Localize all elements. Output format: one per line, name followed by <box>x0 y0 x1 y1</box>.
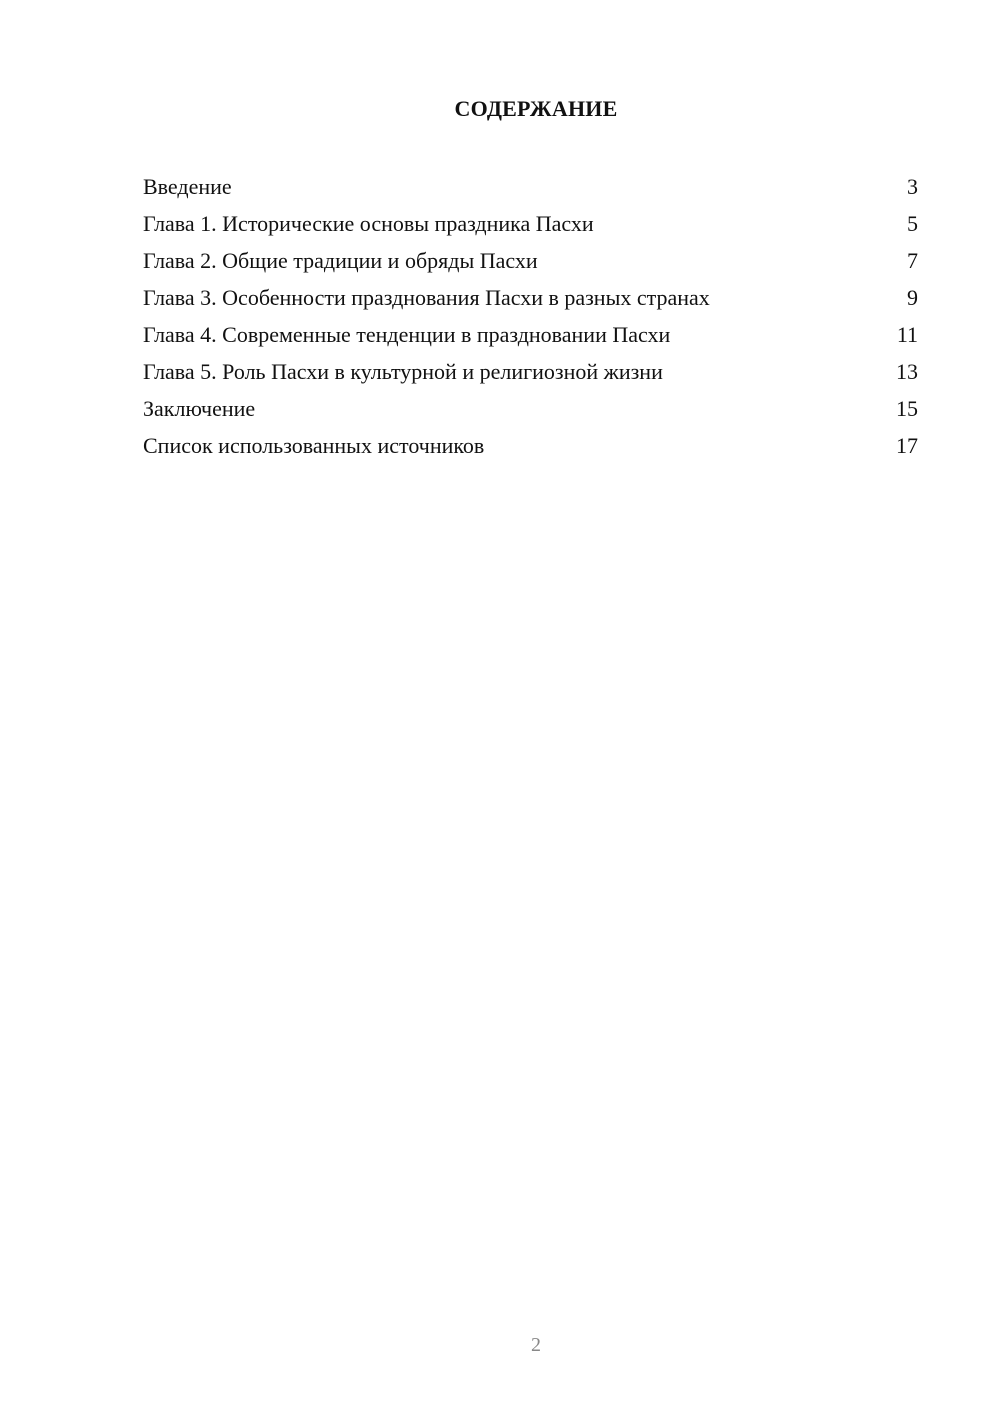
toc-entry-page: 15 <box>896 396 918 421</box>
toc-entry-page: 11 <box>896 322 918 347</box>
toc-entry-label: Введение <box>143 174 232 199</box>
toc-entry-page: 13 <box>896 359 918 384</box>
toc-entry-page: 5 <box>907 211 918 236</box>
toc-entry-chapter-4[interactable] <box>143 316 918 353</box>
toc-entry-chapter-5[interactable] <box>143 353 918 390</box>
toc-entry-label: Глава 3. Особенности празднования Пасхи в разных странах <box>143 285 710 310</box>
toc-entry-label: Глава 5. Роль Пасхи в культурной и религиозной жизни <box>143 359 663 384</box>
toc-entry-references[interactable] <box>143 427 918 464</box>
toc-entry-conclusion[interactable] <box>143 390 918 427</box>
toc-entry-page: 9 <box>907 285 918 310</box>
toc-entry-chapter-3[interactable] <box>143 279 918 316</box>
table-of-contents <box>143 168 918 464</box>
toc-entry-label: Заключение <box>143 396 256 421</box>
page-title: СОДЕРЖАНИЕ <box>454 96 618 121</box>
toc-entry-page: 17 <box>896 433 918 458</box>
page-number: 2 <box>531 1334 541 1356</box>
toc-entry-label: Глава 2. Общие традиции и обряды Пасхи <box>143 248 538 273</box>
toc-entry-page: 3 <box>907 174 918 199</box>
toc-entry-chapter-2[interactable] <box>143 242 918 279</box>
toc-entry-chapter-1[interactable] <box>143 205 918 242</box>
toc-entry-label: Глава 4. Современные тенденции в праздновании Пасхи <box>143 322 671 347</box>
toc-entry-label: Глава 1. Исторические основы праздника Пасхи <box>143 211 594 236</box>
toc-entry-label: Список использованных источников <box>143 433 485 458</box>
toc-entry-page: 7 <box>907 248 918 273</box>
toc-entry-introduction[interactable] <box>143 168 918 205</box>
